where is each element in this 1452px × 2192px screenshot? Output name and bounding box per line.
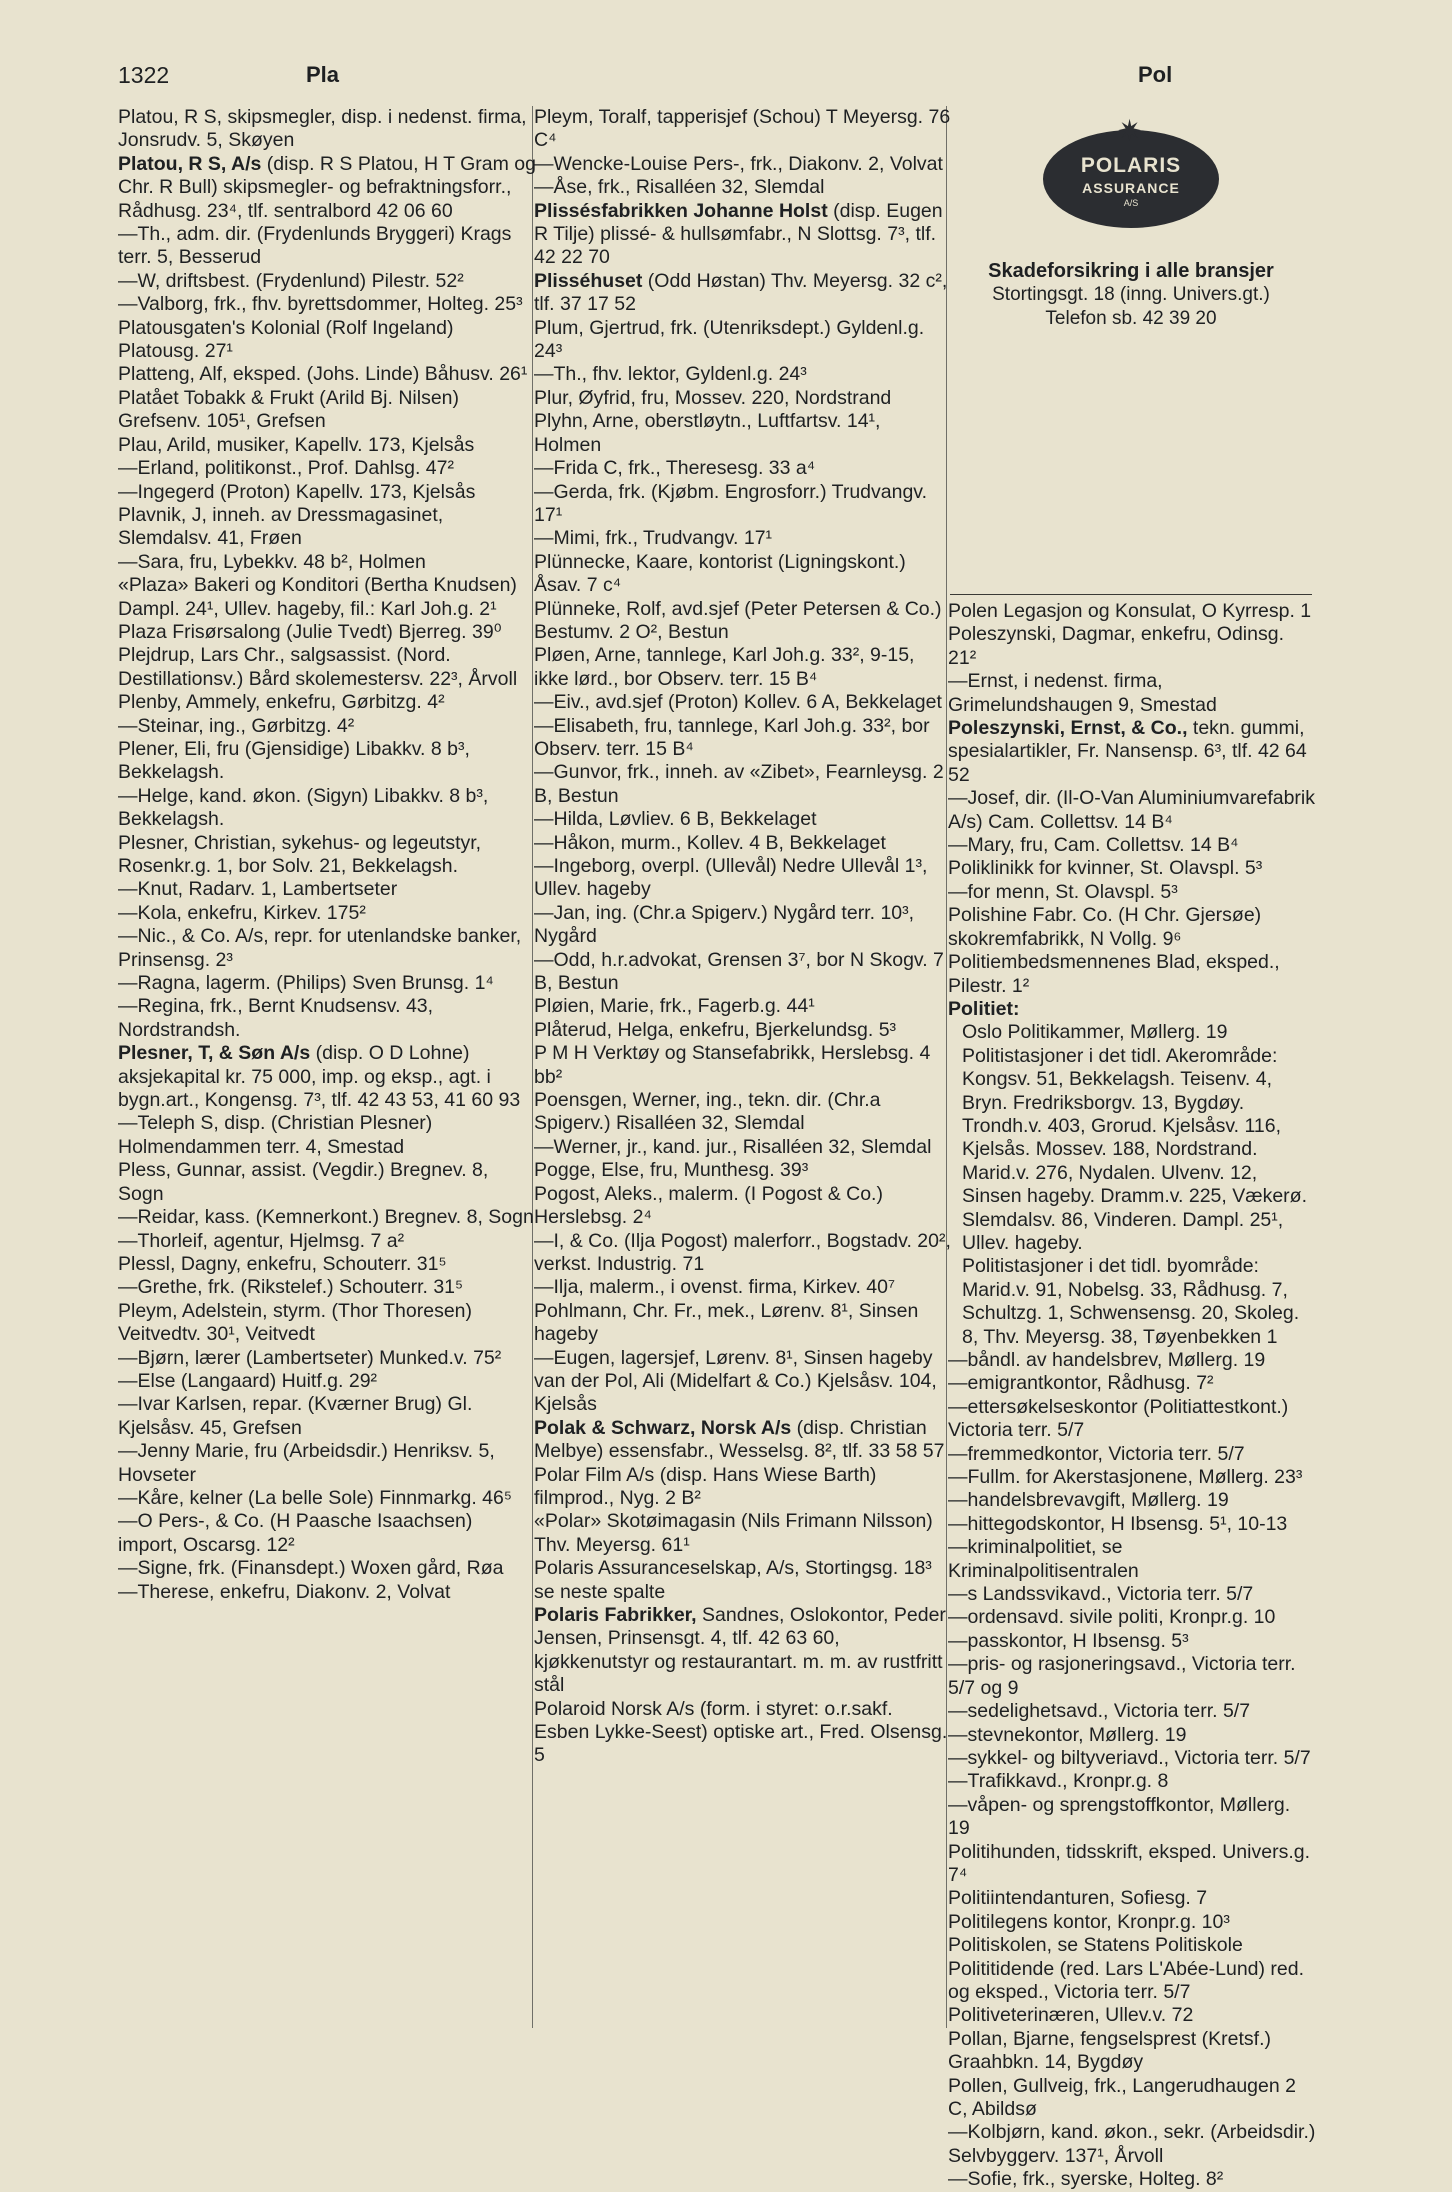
directory-entry: [118, 1206, 536, 1229]
entry-text: Pogge, Else, fru, Munthesg. 39³: [534, 1159, 809, 1182]
directory-entry: [534, 1276, 952, 1299]
directory-entry: [534, 1230, 952, 1277]
directory-entry: [534, 363, 952, 386]
entry-text: —Eiv., avd.sjef (Proton) Kollev. 6 A, Bekkelaget: [534, 691, 942, 714]
directory-entry: [948, 1747, 1316, 1770]
directory-entry: [948, 1466, 1316, 1489]
entry-text: —stevnekontor, Møllerg. 19: [948, 1723, 1187, 1746]
entry-text: Plavnik, J, inneh. av Dressmagasinet, Slemdalsv. 41, Frøen: [118, 503, 444, 550]
entry-text: —passkontor, H Ibsensg. 5³: [948, 1629, 1189, 1652]
directory-entry: [534, 410, 952, 457]
directory-entry: [118, 434, 536, 457]
directory-entry: [948, 600, 1316, 623]
entry-text: Politiveterinæren, Ullev.v. 72: [948, 2004, 1194, 2027]
entry-text: Polititidende (red. Lars L'Abée-Lund) red. og eksped., Victoria terr. 5/7: [948, 1957, 1305, 2003]
directory-entry: [948, 1513, 1316, 1536]
directory-entry: [948, 1911, 1316, 1934]
entry-text: —Wencke-Louise Pers-, frk., Diakonv. 2, Volvat: [534, 152, 943, 175]
directory-entry: [118, 1370, 536, 1393]
entry-text: Plum, Gjertrud, frk. (Utenriksdept.) Gyldenl.g. 24³: [534, 316, 925, 363]
directory-entry: [118, 738, 536, 785]
directory-entry: [948, 1794, 1316, 1841]
entry-text: —Eugen, lagersjef, Lørenv. 8¹, Sinsen hageby: [534, 1346, 933, 1369]
entry-text: —kriminalpolitiet, se Kriminalpolitisentralen: [948, 1536, 1139, 1582]
directory-entry: [534, 598, 952, 645]
entry-text: van der Pol, Ali (Midelfart & Co.) Kjelsåsv. 104, Kjelsås: [534, 1369, 937, 1416]
directory-entry: [534, 691, 952, 714]
entry-text: —fremmedkontor, Victoria terr. 5/7: [948, 1442, 1245, 1465]
entry-text: (disp. Christian Melbye) essensfabr., Wesselsg. 8², tlf. 33 58 57: [534, 1416, 945, 1463]
directory-entry: [948, 670, 1316, 717]
ad-phone: Telefon sb. 42 39 20: [1045, 308, 1217, 329]
entry-text: —Knut, Radarv. 1, Lambertseter: [118, 878, 398, 901]
entry-text: Plåterud, Helga, enkefru, Bjerkelundsg. 5³: [534, 1018, 897, 1041]
entry-text: Plünnecke, Kaare, kontorist (Ligningskont.) Åsav. 7 c⁴: [534, 550, 906, 597]
directory-entry: [118, 785, 536, 832]
directory-entry: [534, 176, 952, 199]
entry-text: Plener, Eli, fru (Gjensidige) Libakkv. 8 b³, Bekkelagsh.: [118, 737, 470, 784]
entry-name-bold: Poleszynski, Ernst, & Co.,: [948, 717, 1188, 740]
directory-entry: [118, 363, 536, 386]
entry-text: —Frida C, frk., Theresesg. 33 a⁴: [534, 457, 816, 480]
entry-text: —Ragna, lagerm. (Philips) Sven Brunsg. 1⁴: [118, 972, 494, 995]
directory-entry: [948, 1770, 1316, 1793]
entry-text: Pollen, Gullveig, frk., Langerudhaugen 2 C, Abildsø: [948, 2074, 1296, 2120]
entry-text: Plejdrup, Lars Chr., salgsassist. (Nord. Destillationsv.) Bård skolemestersv. 22³, Årvoll: [118, 644, 518, 690]
entry-text: —handelsbrevavgift, Møllerg. 19: [948, 1489, 1229, 1512]
entry-text: Politiintendanturen, Sofiesg. 7: [948, 1887, 1208, 1910]
entry-text: (Odd Høstan) Thv. Meyersg. 32 c², tlf. 37 17 52: [534, 269, 948, 316]
entry-text: —Elisabeth, fru, tannlege, Karl Joh.g. 33², bor Observ. terr. 15 B⁴: [534, 714, 930, 760]
directory-entry: [948, 1606, 1316, 1629]
directory-entry: [948, 904, 1316, 951]
entry-text: —Ilja, malerm., i ovenst. firma, Kirkev. 40⁷: [534, 1276, 896, 1299]
entry-text: Pollan, Bjarne, fengselsprest (Kretsf.) Graahbkn. 14, Bygdøy: [948, 2027, 1271, 2074]
entry-text: Politistasjoner i det tidl. byområde: Marid.v. 91, Nobelsg. 33, Rådhusg. 7, Schultzg. 1, Schwensensg. 20, Skoleg. 8, Thv. Meyersg. 38, Tøyenbekken 1: [962, 1255, 1300, 1348]
entry-text: Pless, Gunnar, assist. (Vegdir.) Bregnev. 8, Sogn: [118, 1159, 489, 1205]
directory-entry: [118, 481, 536, 504]
directory-entry: [534, 481, 952, 528]
entry-text: —Kåre, kelner (La belle Sole) Finnmarkg. 46⁵: [118, 1486, 512, 1509]
entry-text: —sedelighetsavd., Victoria terr. 5/7: [948, 1700, 1251, 1723]
directory-entry: [948, 1489, 1316, 1512]
entry-text: —Therese, enkefru, Diakonv. 2, Volvat: [118, 1580, 451, 1603]
entry-text: Poensgen, Werner, ing., tekn. dir. (Chr.a Spigerv.) Risalléen 32, Slemdal: [534, 1089, 881, 1135]
directory-entry: [948, 1021, 1316, 1044]
entry-text: Oslo Politikammer, Møllerg. 19: [962, 1021, 1228, 1044]
column-3: [948, 600, 1316, 2192]
entry-text: Platousgaten's Kolonial (Rolf Ingeland) Platousg. 27¹: [118, 316, 454, 363]
entry-text: Plyhn, Arne, oberstløytn., Luftfartsv. 14¹, Holmen: [534, 410, 881, 456]
entry-text: Poleszynski, Dagmar, enkefru, Odinsg. 21²: [948, 623, 1284, 669]
directory-entry: [534, 106, 952, 153]
directory-entry: [118, 1230, 536, 1253]
directory-entry: [534, 1604, 952, 1698]
entry-text: —Signe, frk. (Finansdept.) Woxen gård, Røa: [118, 1557, 504, 1580]
directory-entry: [118, 551, 536, 574]
directory-entry: [534, 902, 952, 949]
entry-text: —Else (Langaard) Huitf.g. 29²: [118, 1369, 378, 1392]
directory-entry: [118, 1510, 536, 1557]
entry-text: —W, driftsbest. (Frydenlund) Pilestr. 52²: [118, 269, 464, 292]
directory-entry: [948, 717, 1316, 787]
directory-entry: [948, 2004, 1316, 2027]
directory-entry: [534, 317, 952, 364]
entry-text: —Josef, dir. (Il-O-Van Aluminiumvarefabrik A/s) Cam. Collettsv. 14 B⁴: [948, 787, 1316, 833]
entry-text: —ettersøkelseskontor (Politiattestkont.) Victoria terr. 5/7: [948, 1395, 1289, 1442]
entry-text: —Sara, fru, Lybekkv. 48 b², Holmen: [118, 550, 426, 573]
directory-entry: [948, 1724, 1316, 1747]
entry-text: —ordensavd. sivile politi, Kronpr.g. 10: [948, 1606, 1276, 1629]
entry-text: —O Pers-, & Co. (H Paasche Isaachsen) import, Oscarsg. 12²: [118, 1510, 473, 1556]
directory-entry: [948, 1255, 1316, 1349]
directory-entry: [118, 1487, 536, 1510]
directory-entry: [118, 574, 536, 621]
directory-entry: [948, 1583, 1316, 1606]
directory-entry: [534, 949, 952, 996]
directory-entry: [118, 1440, 536, 1487]
polaris-logo: ✷ POLARIS ASSURANCE A/S: [1043, 130, 1219, 228]
directory-entry: [534, 270, 952, 317]
entry-text: Pløen, Arne, tannlege, Karl Joh.g. 33², 9-15, ikke lørd., bor Observ. terr. 15 B⁴: [534, 644, 915, 690]
entry-text: Plünneke, Rolf, avd.sjef (Peter Petersen & Co.) Bestumv. 2 O², Bestun: [534, 597, 942, 643]
directory-entry: [534, 551, 952, 598]
entry-text: —Th., fhv. lektor, Gyldenl.g. 24³: [534, 363, 807, 386]
directory-entry: [534, 1136, 952, 1159]
directory-entry: [118, 1276, 536, 1299]
directory-entry: [534, 1510, 952, 1557]
directory-entry: [534, 1370, 952, 1417]
entry-text: Politiembedsmennenes Blad, eksped., Pilestr. 1²: [948, 951, 1280, 997]
directory-entry: [118, 995, 536, 1042]
entry-name-bold: Plisséhuset: [534, 269, 643, 292]
directory-entry: [534, 1698, 952, 1768]
entry-text: —båndl. av handelsbrev, Møllerg. 19: [948, 1349, 1266, 1371]
entry-text: P M H Verktøy og Stansefabrikk, Herslebsg. 4 bb²: [534, 1042, 931, 1088]
entry-text: —Steinar, ing., Gørbitzg. 4²: [118, 714, 355, 737]
entry-text: Pleym, Adelstein, styrm. (Thor Thoresen) Veitvedtv. 30¹, Veitvedt: [118, 1299, 473, 1346]
directory-entry: [948, 623, 1316, 670]
entry-text: —for menn, St. Olavspl. 5³: [948, 880, 1178, 903]
entry-text: «Polar» Skotøimagasin (Nils Frimann Nilsson) Thv. Meyersg. 61¹: [534, 1510, 933, 1556]
directory-entry: [118, 504, 536, 551]
directory-entry: [948, 881, 1316, 904]
entry-name-bold: Plissésfabrikken Johanne Holst: [534, 199, 828, 222]
directory-entry: [534, 457, 952, 480]
entry-text: —Odd, h.r.advokat, Grensen 3⁷, bor N Skogv. 7 B, Bestun: [534, 948, 944, 995]
entry-text: «Plaza» Bakeri og Konditori (Bertha Knudsen) Dampl. 24¹, Ullev. hageby, fil.: Karl Joh.g. 2¹: [118, 574, 517, 620]
directory-entry: [534, 1019, 952, 1042]
directory-entry: [534, 1464, 952, 1511]
entry-text: Sandnes, Oslokontor, Peder Jensen, Prinsensgt. 4, tlf. 42 63 60, kjøkkenutstyr og restaurantart. m. m. av rustfritt stål: [534, 1604, 946, 1697]
directory-entry: [118, 293, 536, 316]
entry-text: —Erland, politikonst., Prof. Dahlsg. 47²: [118, 457, 454, 480]
entry-text: —I, & Co. (Ilja Pogost) malerforr., Bogstadv. 20², verkst. Industrig. 71: [534, 1229, 951, 1275]
entry-text: —Thorleif, agentur, Hjelmsg. 7 a²: [118, 1229, 405, 1252]
directory-entry: [948, 1443, 1316, 1466]
directory-entry: [948, 2075, 1316, 2122]
entry-text: Polaroid Norsk A/s (form. i styret: o.r.sakf. Esben Lykke-Seest) optiske art., Fred. Olsensg. 5: [534, 1697, 948, 1767]
entry-text: Plur, Øyfrid, fru, Mossev. 220, Nordstrand: [534, 386, 892, 409]
entry-text: —Gunvor, frk., inneh. av «Zibet», Fearnleysg. 2 B, Bestun: [534, 761, 944, 807]
directory-entry: [534, 1183, 952, 1230]
entry-text: —Reidar, kass. (Kemnerkont.) Bregnev. 8, Sogn: [118, 1206, 534, 1229]
directory-entry: [534, 1347, 952, 1370]
right-guide-word: Pol: [1138, 62, 1173, 87]
directory-entry: [118, 223, 536, 270]
entry-text: Poliklinikk for kvinner, St. Olavspl. 5³: [948, 857, 1263, 880]
entry-text: —Hilda, Løvliev. 6 B, Bekkelaget: [534, 808, 817, 831]
ad-address: Stortingsgt. 18 (inng. Univers.gt.): [992, 284, 1270, 305]
directory-entry: [118, 270, 536, 293]
directory-entry: [534, 200, 952, 270]
directory-entry: [948, 1958, 1316, 2005]
directory-entry: [118, 457, 536, 480]
directory-entry: [118, 106, 536, 153]
entry-text: Politihunden, tidsskrift, eksped. Univers.g. 7⁴: [948, 1840, 1311, 1886]
entry-text: —Ernst, i nedenst. firma, Grimelundshaugen 9, Smestad: [948, 670, 1217, 716]
directory-entry: [118, 1253, 536, 1276]
directory-entry: [948, 2121, 1316, 2168]
entry-text: Polishine Fabr. Co. (H Chr. Gjersøe) skokremfabrikk, N Vollg. 9⁶: [948, 904, 1262, 950]
directory-entry: [534, 1089, 952, 1136]
left-guide-word: Pla: [306, 62, 340, 87]
directory-entry: [948, 1349, 1316, 1372]
directory-entry: [948, 1396, 1316, 1443]
directory-entry: [948, 1841, 1316, 1888]
entry-text: —sykkel- og biltyveriavd., Victoria terr. 5/7: [948, 1746, 1311, 1769]
directory-entry: [118, 832, 536, 879]
directory-entry: [948, 1536, 1316, 1583]
ad-tagline: Skadeforsikring i alle bransjer: [988, 260, 1274, 282]
directory-entry: [948, 857, 1316, 880]
entry-text: —Grethe, frk. (Rikstelef.) Schouterr. 31⁵: [118, 1276, 464, 1299]
entry-text: Plaza Frisørsalong (Julie Tvedt) Bjerreg. 39⁰: [118, 620, 502, 643]
star-icon: ✷: [1117, 115, 1143, 148]
entry-text: —våpen- og sprengstoffkontor, Møllerg. 19: [948, 1793, 1291, 1840]
entry-text: —hittegodskontor, H Ibsensg. 5¹, 10-13: [948, 1512, 1288, 1535]
directory-entry: [118, 878, 536, 901]
directory-entry: [948, 2168, 1316, 2191]
directory-entry: [948, 1934, 1316, 1957]
entry-text: Pohlmann, Chr. Fr., mek., Lørenv. 8¹, Sinsen hageby: [534, 1299, 919, 1346]
entry-text: —Helge, kand. økon. (Sigyn) Libakkv. 8 b³, Bekkelagsh.: [118, 784, 489, 831]
entry-text: —Kolbjørn, kand. økon., sekr. (Arbeidsdir.) Selvbyggerv. 137¹, Årvoll: [948, 2121, 1316, 2167]
entry-text: —Jenny Marie, fru (Arbeidsdir.) Henriksv. 5, Hovseter: [118, 1440, 495, 1486]
entry-text: Polar Film A/s (disp. Hans Wiese Barth) filmprod., Nyg. 2 B²: [534, 1463, 877, 1509]
page-number: 1322: [118, 62, 170, 88]
entry-text: —Åse, frk., Risalléen 32, Slemdal: [534, 176, 825, 199]
entry-text: —Ingegerd (Proton) Kapellv. 173, Kjelsås: [118, 480, 476, 503]
directory-entry: [534, 855, 952, 902]
directory-entry: [118, 153, 536, 223]
entry-text: Politilegens kontor, Kronpr.g. 10³: [948, 1910, 1230, 1933]
entry-text: —Mimi, frk., Trudvangv. 17¹: [534, 527, 773, 550]
entry-text: Pleym, Toralf, tapperisjef (Schou) T Meyersg. 76 C⁴: [534, 106, 951, 152]
entry-text: —Regina, frk., Bernt Knudsensv. 43, Nordstrandsh.: [118, 995, 434, 1041]
column-2: [534, 106, 952, 1768]
entry-text: —Teleph S, disp. (Christian Plesner) Holmendammen terr. 4, Smestad: [118, 1112, 433, 1158]
directory-entry: [948, 1045, 1316, 1256]
entry-name-bold: Polaris Fabrikker,: [534, 1604, 697, 1626]
entry-name-bold: Platou, R S, A/s: [118, 152, 262, 175]
directory-entry: [948, 951, 1316, 998]
directory-entry: [534, 1300, 952, 1347]
directory-entry: [948, 787, 1316, 834]
polaris-advertisement: [950, 108, 1312, 595]
directory-entry: [534, 1159, 952, 1182]
entry-text: Plesner, Christian, sykehus- og legeutstyr, Rosenkr.g. 1, bor Solv. 21, Bekkelagsh.: [118, 831, 482, 877]
directory-entry: [948, 1700, 1316, 1723]
entry-text: —Valborg, frk., fhv. byrettsdommer, Holteg. 25³: [118, 293, 523, 316]
entry-text: —pris- og rasjoneringsavd., Victoria terr. 5/7 og 9: [948, 1653, 1296, 1699]
directory-entry: [534, 1557, 952, 1604]
entry-text: tekn. gummi, spesialartikler, Fr. Nansensp. 6³, tlf. 42 64 52: [948, 717, 1307, 786]
directory-entry: [534, 808, 952, 831]
entry-text: —Bjørn, lærer (Lambertseter) Munked.v. 75²: [118, 1346, 502, 1369]
directory-entry: [118, 715, 536, 738]
directory-entry: [534, 1417, 952, 1464]
directory-entry: [534, 715, 952, 762]
entry-text: Polen Legasjon og Konsulat, O Kyrresp. 1: [948, 600, 1312, 622]
directory-entry: [118, 1347, 536, 1370]
entry-text: —Nic., & Co. A/s, repr. for utenlandske banker, Prinsensg. 2³: [118, 925, 522, 971]
directory-entry: [118, 621, 536, 644]
directory-entry: [948, 2028, 1316, 2075]
entry-text: Polaris Assuranceselskap, A/s, Stortingsg. 18³ se neste spalte: [534, 1557, 932, 1603]
column-1: [118, 106, 536, 1604]
entry-name-bold: Plesner, T, & Søn A/s: [118, 1042, 311, 1065]
entry-text: —Håkon, murm., Kollev. 4 B, Bekkelaget: [534, 831, 886, 854]
entry-text: Politiskolen, se Statens Politiskole: [948, 1934, 1243, 1957]
entry-text: —Sofie, frk., syerske, Holteg. 8²: [948, 2168, 1224, 2191]
entry-text: (disp. R S Platou, H T Gram og Chr. R Bull) skipsmegler- og befraktningsforr., Rådhusg. 23⁴, tlf. sentralbord 42 06 60: [118, 152, 536, 222]
entry-text: (disp. O D Lohne) aksjekapital kr. 75 000, imp. og eksp., agt. i bygn.art., Kongensg. 7³, tlf. 42 43 53, 41 60 93: [118, 1042, 521, 1112]
directory-entry: [948, 1372, 1316, 1395]
directory-entry: [948, 1653, 1316, 1700]
directory-entry: [948, 1630, 1316, 1653]
entry-text: —Mary, fru, Cam. Collettsv. 14 B⁴: [948, 834, 1239, 857]
directory-entry: [118, 1300, 536, 1347]
entry-text: Platteng, Alf, eksped. (Johs. Linde) Båhusv. 26¹: [118, 363, 528, 386]
entry-text: Plau, Arild, musiker, Kapellv. 173, Kjelsås: [118, 433, 475, 456]
directory-entry: [118, 317, 536, 364]
directory-entry: [948, 1887, 1316, 1910]
directory-entry: [118, 902, 536, 925]
directory-entry: [948, 834, 1316, 857]
directory-entry: [118, 644, 536, 691]
entry-text: —Ingeborg, overpl. (Ullevål) Nedre Ullevål 1³, Ullev. hageby: [534, 855, 928, 901]
directory-entry: [534, 527, 952, 550]
directory-entry: [118, 972, 536, 995]
directory-entry: [534, 761, 952, 808]
directory-entry: [118, 691, 536, 714]
directory-entry: [118, 1112, 536, 1159]
directory-entry: [118, 387, 536, 434]
entry-text: Pogost, Aleks., malerm. (I Pogost & Co.) Herslebsg. 2⁴: [534, 1182, 883, 1229]
entry-text: —Ivar Karlsen, repar. (Kværner Brug) Gl. Kjelsåsv. 45, Grefsen: [118, 1393, 473, 1439]
entry-text: Plessl, Dagny, enkefru, Schouterr. 31⁵: [118, 1252, 447, 1275]
directory-entry: [118, 925, 536, 972]
entry-text: —Gerda, frk. (Kjøbm. Engrosforr.) Trudvangv. 17¹: [534, 480, 928, 526]
directory-entry: [534, 153, 952, 176]
entry-text: —emigrantkontor, Rådhusg. 7²: [948, 1372, 1214, 1395]
directory-entry: [118, 1581, 536, 1604]
directory-entry: [534, 995, 952, 1018]
directory-entry: [534, 387, 952, 410]
entry-text: —Fullm. for Akerstasjonene, Møllerg. 23³: [948, 1466, 1303, 1489]
entry-text: —Th., adm. dir. (Frydenlunds Bryggeri) Krags terr. 5, Besserud: [118, 223, 512, 269]
entry-text: —Jan, ing. (Chr.a Spigerv.) Nygård terr. 10³, Nygård: [534, 901, 915, 948]
directory-entry: [118, 1159, 536, 1206]
directory-entry: [534, 832, 952, 855]
entry-name-bold: Politiet:: [948, 997, 1020, 1020]
entry-name-bold: Polak & Schwarz, Norsk A/s: [534, 1416, 792, 1439]
entry-text: Plenby, Ammely, enkefru, Gørbitzg. 4²: [118, 691, 445, 714]
entry-text: —Werner, jr., kand. jur., Risalléen 32, Slemdal: [534, 1135, 932, 1158]
entry-text: —s Landssvikavd., Victoria terr. 5/7: [948, 1583, 1254, 1606]
directory-entry: [118, 1042, 536, 1112]
entry-text: Platået Tobakk & Frukt (Arild Bj. Nilsen) Grefsenv. 105¹, Grefsen: [118, 386, 460, 433]
entry-text: Pløien, Marie, frk., Fagerb.g. 44¹: [534, 995, 815, 1018]
directory-entry: [118, 1557, 536, 1580]
directory-entry: [534, 644, 952, 691]
directory-entry: [118, 1393, 536, 1440]
entry-text: (disp. Eugen R Tilje) plissé- & hullsømfabr., N Slottsg. 7³, tlf. 42 22 70: [534, 199, 943, 269]
directory-entry: [534, 1042, 952, 1089]
entry-text: Platou, R S, skipsmegler, disp. i nedenst. firma, Jonsrudv. 5, Skøyen: [118, 106, 527, 152]
entry-text: —Trafikkavd., Kronpr.g. 8: [948, 1770, 1169, 1793]
entry-text: Politistasjoner i det tidl. Akerområde: Kongsv. 51, Bekkelagsh. Teisenv. 4, Bryn. Fredriksborgv. 13, Bygdøy. Trondh.v. 403, Grorud. Kjelsåsv. 116, Kjelsås. Mossev. 188, Nordstrand. Marid.v. 276, Nydalen. Ulvenv. 12, Sinsen hageby. Dramm.v. 225, Vækerø. Slemdalsv. 86, Vinderen. Dampl. 25¹, Ullev. hageby.: [962, 1044, 1308, 1254]
directory-entry: [948, 998, 1316, 1021]
entry-text: —Kola, enkefru, Kirkev. 175²: [118, 901, 366, 924]
